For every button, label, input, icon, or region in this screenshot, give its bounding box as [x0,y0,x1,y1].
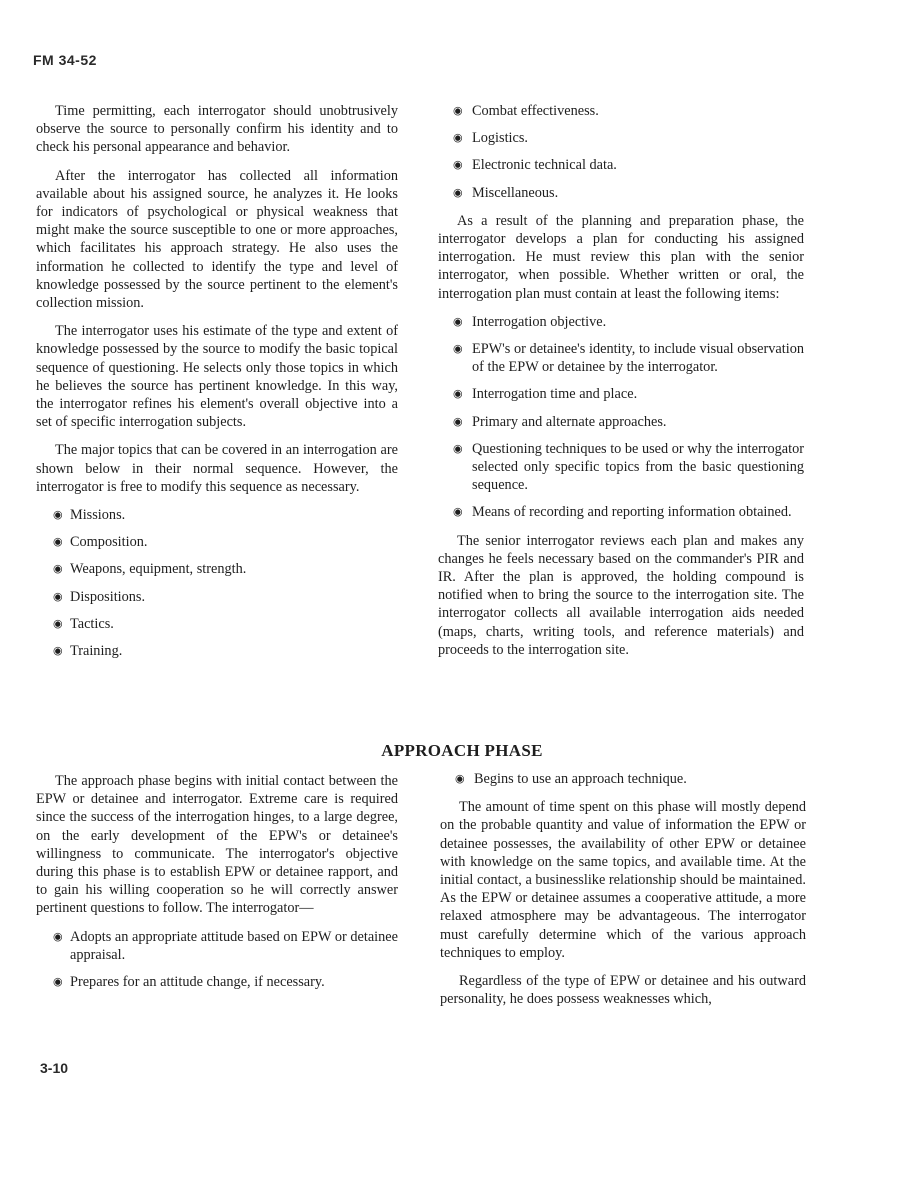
list-item: ◉ Electronic technical data. [453,157,617,174]
list-item: ◉ Adopts an appropriate attitude based on EPW or detainee appraisal. [53,928,398,963]
bullet-icon: ◉ [453,132,463,145]
paragraph: The approach phase begins with initial contact between the EPW or detainee and interrogator. Extreme care is required since the success of the interrogation hinges, to a large degree, on the early development of the EPW's or detainee's willingness to communicate. The interrogator's objective during this phase is to establish EPW or detainee rapport, and to gain his willing cooperation so he will correctly answer pertinent questions to follow. The interrogator— [36,773,398,917]
left-column-bottom [36,772,398,1001]
right-column-bottom [440,770,806,1018]
bullet-icon: ◉ [453,105,463,117]
list-item: ◉ Interrogation objective. [453,313,607,330]
paragraph: The major topics that can be covered in an interrogation are shown below in their normal sequence. However, the interrogator is free to modify this sequence as necessary. [36,442,398,495]
paragraph: The amount of time spent on this phase will mostly depend on the probable quantity and value of information the EPW or detainee possesses, the availability of other EPW or detainee with knowledge on the same topics, and available time. At the initial contact, a businesslike relationship should be maintained. As the EPW or detainee assumes a cooperative attitude, a more relaxed atmosphere may be advantageous. The interrogator must carefully determine which of the various approach techniques to employ. [440,799,806,961]
list-item: ◉ Miscellaneous. [453,184,559,201]
bullet-icon: ◉ [53,617,63,630]
list-item: ◉ Training. [53,643,123,660]
bullet-icon: ◉ [455,773,465,785]
list-item: ◉ Begins to use an approach technique. [455,771,687,787]
list-item: ◉ Missions. [53,507,126,524]
section-title: APPROACH PHASE [381,741,543,760]
bullet-icon: ◉ [453,159,463,172]
bullet-icon: ◉ [53,536,63,549]
list-item: ◉ Combat effectiveness. [453,103,599,119]
paragraph: Regardless of the type of EPW or detainee and his outward personality, he does possess weaknesses which, [440,973,806,1008]
page-number: 3-10 [40,1060,69,1076]
bullet-icon: ◉ [453,186,463,199]
list-item: ◉ Means of recording and reporting information obtained. [453,504,792,521]
bullet-icon: ◉ [53,976,63,989]
bullet-icon: ◉ [53,645,63,658]
list-item: ◉ Dispositions. [53,588,146,605]
interrogator-actions-list-continued [440,770,806,788]
bullet-icon: ◉ [53,509,63,522]
document-id: FM 34-52 [33,52,97,68]
list-item: ◉ EPW's or detainee's identity, to include visual observation of the EPW or detainee by the interrogator. [453,341,804,376]
list-item: ◉ Logistics. [453,130,528,147]
right-column-top [438,102,804,669]
list-item: ◉ Interrogation time and place. [453,386,638,403]
list-item: ◉ Primary and alternate approaches. [453,413,667,430]
list-item: ◉ Composition. [53,534,148,551]
bullet-icon: ◉ [453,315,463,328]
bullet-icon: ◉ [453,506,463,519]
paragraph: The interrogator uses his estimate of the type and extent of knowledge possessed by the source to modify the basic topical sequence of questioning. He selects only those topics in which he believes the source has pertinent knowledge. In this way, the interrogator refines his element's overall objective into a set of specific interrogation subjects. [36,323,398,431]
paragraph: The senior interrogator reviews each plan and makes any changes he feels necessary based on the commander's PIR and IR. After the plan is approved, the holding compound is notified when to bring the source to the interrogation site. The interrogator collects all available interrogation aids needed (maps, charts, writing tools, and reference materials) and proceeds to the interrogation site. [438,532,804,658]
bullet-icon: ◉ [453,442,463,455]
interrogator-actions-list [36,928,398,992]
paragraph: As a result of the planning and preparation phase, the interrogator develops a plan for conducting his assigned interrogation. He must review this plan with the senior interrogator, when possible. Whether written or oral, the interrogation plan must contain at least the following items: [438,212,804,302]
list-item: ◉ Tactics. [53,615,114,632]
bullet-icon: ◉ [53,590,63,603]
bullet-icon: ◉ [453,343,463,356]
list-item: ◉ Questioning techniques to be used or why the interrogator selected only specific topics from the basic questioning sequence. [453,440,804,494]
list-item: ◉ Weapons, equipment, strength. [53,561,247,578]
list-item: ◉ Prepares for an attitude change, if necessary. [53,974,325,991]
paragraph: Time permitting, each interrogator should unobtrusively observe the source to personally confirm his identity and to check his personal appearance and behavior. [36,103,398,156]
paragraph: After the interrogator has collected all information available about his assigned source, he analyzes it. He looks for indicators of psychological or physical weakness that might make the source susceptible to one or more approaches, which facilitates his approach strategy. He also uses the information he collected to identify the type and level of knowledge possessed by the source pertinent to the element's collection mission. [36,167,398,312]
left-column-top [36,102,398,670]
interrogation-plan-items-list [438,313,804,522]
bullet-icon: ◉ [53,563,63,576]
bullet-icon: ◉ [53,930,63,943]
bullet-icon: ◉ [453,388,463,401]
interrogation-topics-list [36,506,398,660]
bullet-icon: ◉ [453,415,463,428]
interrogation-topics-list-continued [438,102,804,202]
